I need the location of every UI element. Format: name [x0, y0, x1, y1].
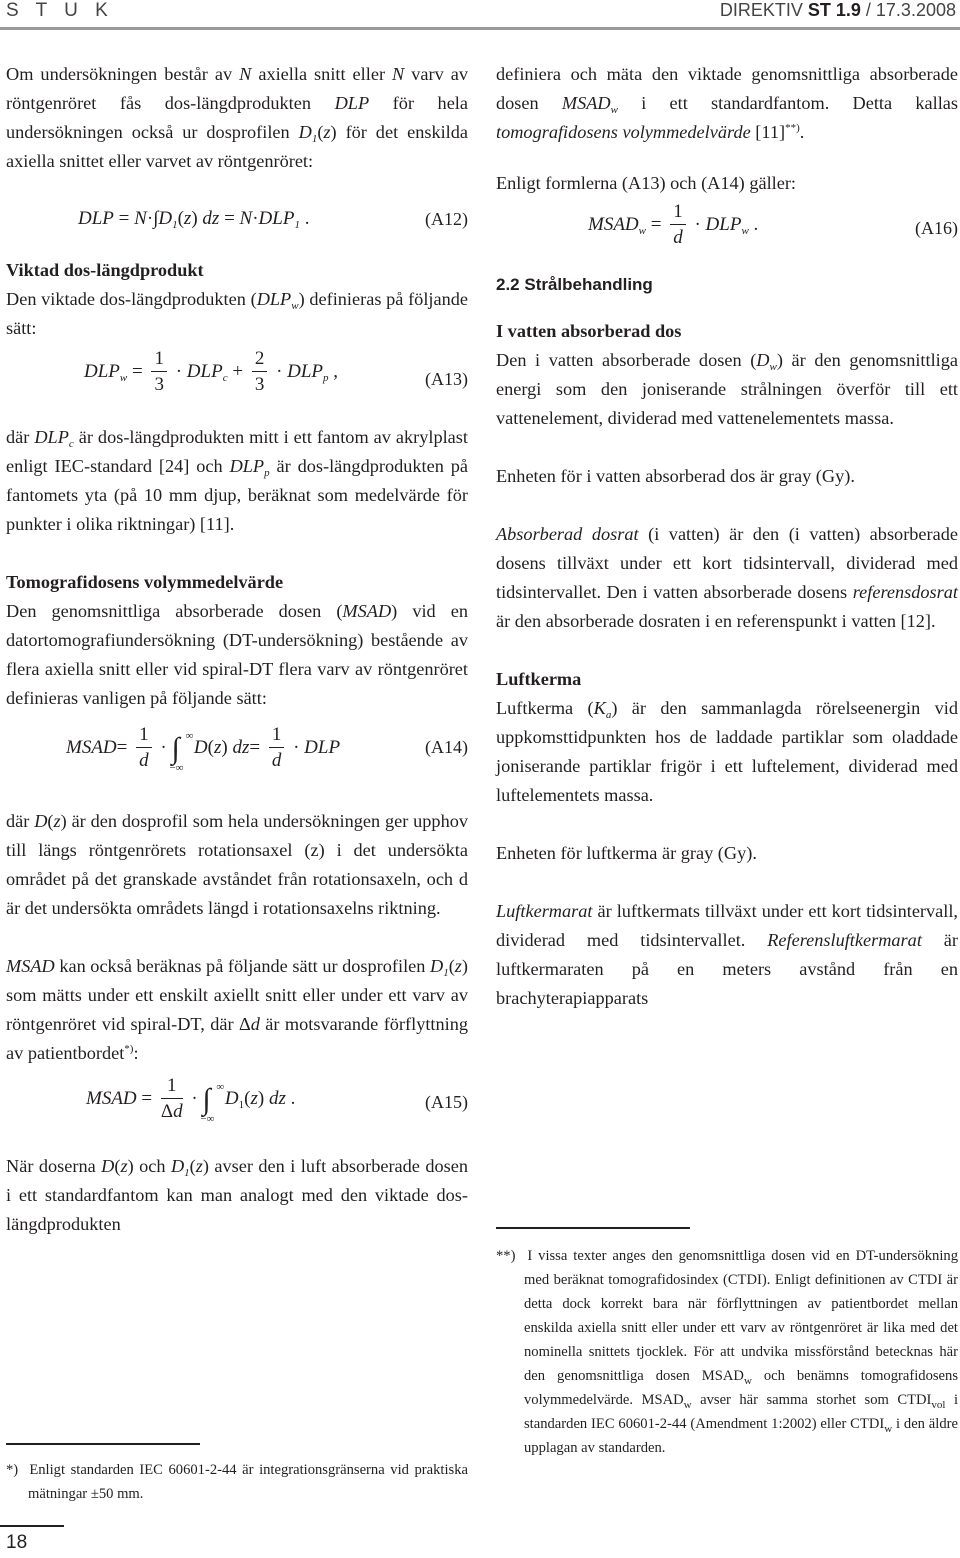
footnote-left: *) Enligt standarden IEC 60601-2-44 är integrationsgränserna vid praktiska mätningar ±50 mm. — [6, 1462, 468, 1502]
heading-viktad: Viktad dos-längdprodukt — [6, 260, 204, 280]
gray-paragraph: Enheten för i vatten absorberad dos är gray (Gy). — [496, 466, 855, 486]
page-number: 18 — [6, 1532, 28, 1553]
document-id: DIREKTIV ST 1.9 / 17.3.2008 — [719, 0, 956, 20]
heading-vatten: I vatten absorberad dos — [496, 321, 682, 341]
footnote-rule-right — [496, 1227, 690, 1229]
equation-a12: DLP = $N\cdot\int D_1(z)$ dz = $N\cdot DLP_1$ . (A12) — [78, 208, 468, 231]
intro-paragraph: Om undersökningen består av N axiella snitt eller N varv av röntgenröret fås dos-längdprodukten DLP för hela undersökningen också ur dosprofilen $D_1(z)$ för det enskilda axiella snittet eller varvet av röntgenröret: — [6, 64, 469, 171]
closing-paragraph: När doserna D(z) och $D_1(z)$ avser den i luft absorberade dosen i ett standardfantom kan man analogt med den viktade dos-längdprodukten — [6, 1156, 468, 1234]
footnote-right: **) I vissa texter anges den genomsnittliga dosen vid en DT-undersökning med beräknat tomografidosindex (CTDI). Enligt definitionen av CTDI är detta dock korrekt bara när förflyttningen av patientbordet mellan enskilda axiella snitt eller under ett varv av röntgenröret är lika med det nominella snittets tjocklek. För att undvika missförstånd betecknas här den genomsnittliga dosen $MSAD_w$ och benämns tomografidosens volymmedelvärde. $MSAD_w$ avser här samma storhet som $CTDI_{vol}$ i standarden IEC 60601-2-44 (Amendment 1:2002) eller $CTDI_w$ i den äldre upplagan av standarden. — [496, 1248, 959, 1456]
header-rule — [0, 27, 960, 30]
equation-a13: $DLP_w$ = $\frac{1}{3}$ · $DLP_c$ + $\frac{2}{3}$ · $DLP_p$ , (A13) — [84, 348, 468, 395]
heading-luftkerma: Luftkerma — [496, 669, 582, 689]
formula-intro: Enligt formlerna (A13) och (A14) gäller: — [496, 173, 797, 193]
equation-a16: $MSAD_w$ = $\frac{1}{d}$ · $DLP_w$ . (A16) — [588, 201, 958, 248]
where-d-paragraph: där D(z) är den dosprofil som hela undersökningen ger upphov till längs röntgenrörets rotationsaxel (z) i det undersökta området på det granskade avståndet från rotationsaxeln, och d är det undersökta områdets längd i rotationsaxelns riktning. — [6, 811, 468, 918]
msad-paragraph: Den genomsnittliga absorberade dosen (MSAD) vid en datortomografiundersökning (DT-undersökning) bestående av flera axiella snitt eller vid spiral-DT flera varv av röntgenröret definieras vanligen på följande sätt: — [6, 601, 468, 708]
equation-a14: MSAD= $\frac{1}{d}$ · ∫ ∞ −∞ D(z) dz= $\frac{1}{d}$ · DLP (A14) — [66, 724, 468, 774]
dlpc-paragraph: där $DLP_c$ är dos-längdprodukten mitt i ett fantom av akrylplast enligt IEC-standard [24] och $DLP_p$ är dos-längdprodukten på fantomets yta (på 10 mm djup, beräknat som medelvärde för punkter i olika riktningar) [11]. — [6, 427, 468, 534]
heading-stralbehandling: 2.2 Strålbehandling — [496, 275, 653, 294]
dosrat-paragraph: Absorberad dosrat (i vatten) är den (i vatten) absorberade dosens tillväxt under ett kort tidsintervall, dividerad med tidsintervallet. Den i vatten absorberade dosens referensdosrat är den absorberade dosraten i en referenspunkt i vatten [12]. — [496, 524, 958, 631]
ka-paragraph: Luftkerma $(K_a)$ är den sammanlagda rörelseenergin vid uppkomsttidpunkten hos de laddade partiklar som oladdade joniserande partiklar frigör i ett luftelement, dividerad med luftelementets massa. — [496, 698, 958, 805]
left-column — [6, 60, 468, 1239]
msadw-paragraph: definiera och mäta den viktade genomsnittliga absorberade dosen $MSAD_w$ i ett standardfantom. Detta kallas tomografidosens volymmedelvärde [11]**). — [496, 64, 958, 142]
right-column — [496, 60, 958, 1013]
msad-alt-paragraph: MSAD kan också beräknas på följande sätt ur dosprofilen $D_1(z)$ som mätts under ett enskilt axiellt snitt eller under ett varv av röntgenröret vid spiral-DT, där Δd är motsvarande förflyttning av patientbordet*): — [6, 956, 468, 1063]
publisher-name: S T U K — [6, 0, 114, 21]
dw-paragraph: Den i vatten absorberade dosen $(D_w)$ är den genomsnittliga energi som den joniserande strålningen överför till ett vattenelement, dividerad med vattenelementets massa. — [496, 350, 958, 428]
gray2-paragraph: Enheten för luftkerma är gray (Gy). — [496, 843, 757, 863]
heading-tomo: Tomografidosens volymmedelvärde — [6, 572, 284, 592]
page-number-rule — [0, 1525, 64, 1527]
footnote-rule-left — [6, 1443, 200, 1445]
equation-a15: MSAD = $\frac{1}{\Delta d}$ · ∫ ∞ −∞ $D_1(z)$ dz . (A15) — [86, 1075, 468, 1125]
kermarat-paragraph: Luftkermarat är luftkermats tillväxt under ett kort tidsintervall, dividerad med tidsintervallet. Referensluftkermarat är luftkermaraten på en meters avstånd från en brachyterapiapparats — [496, 901, 958, 1008]
dlpw-paragraph: Den viktade dos-längdprodukten $(DLP_w)$ definieras på följande sätt: — [6, 289, 468, 338]
